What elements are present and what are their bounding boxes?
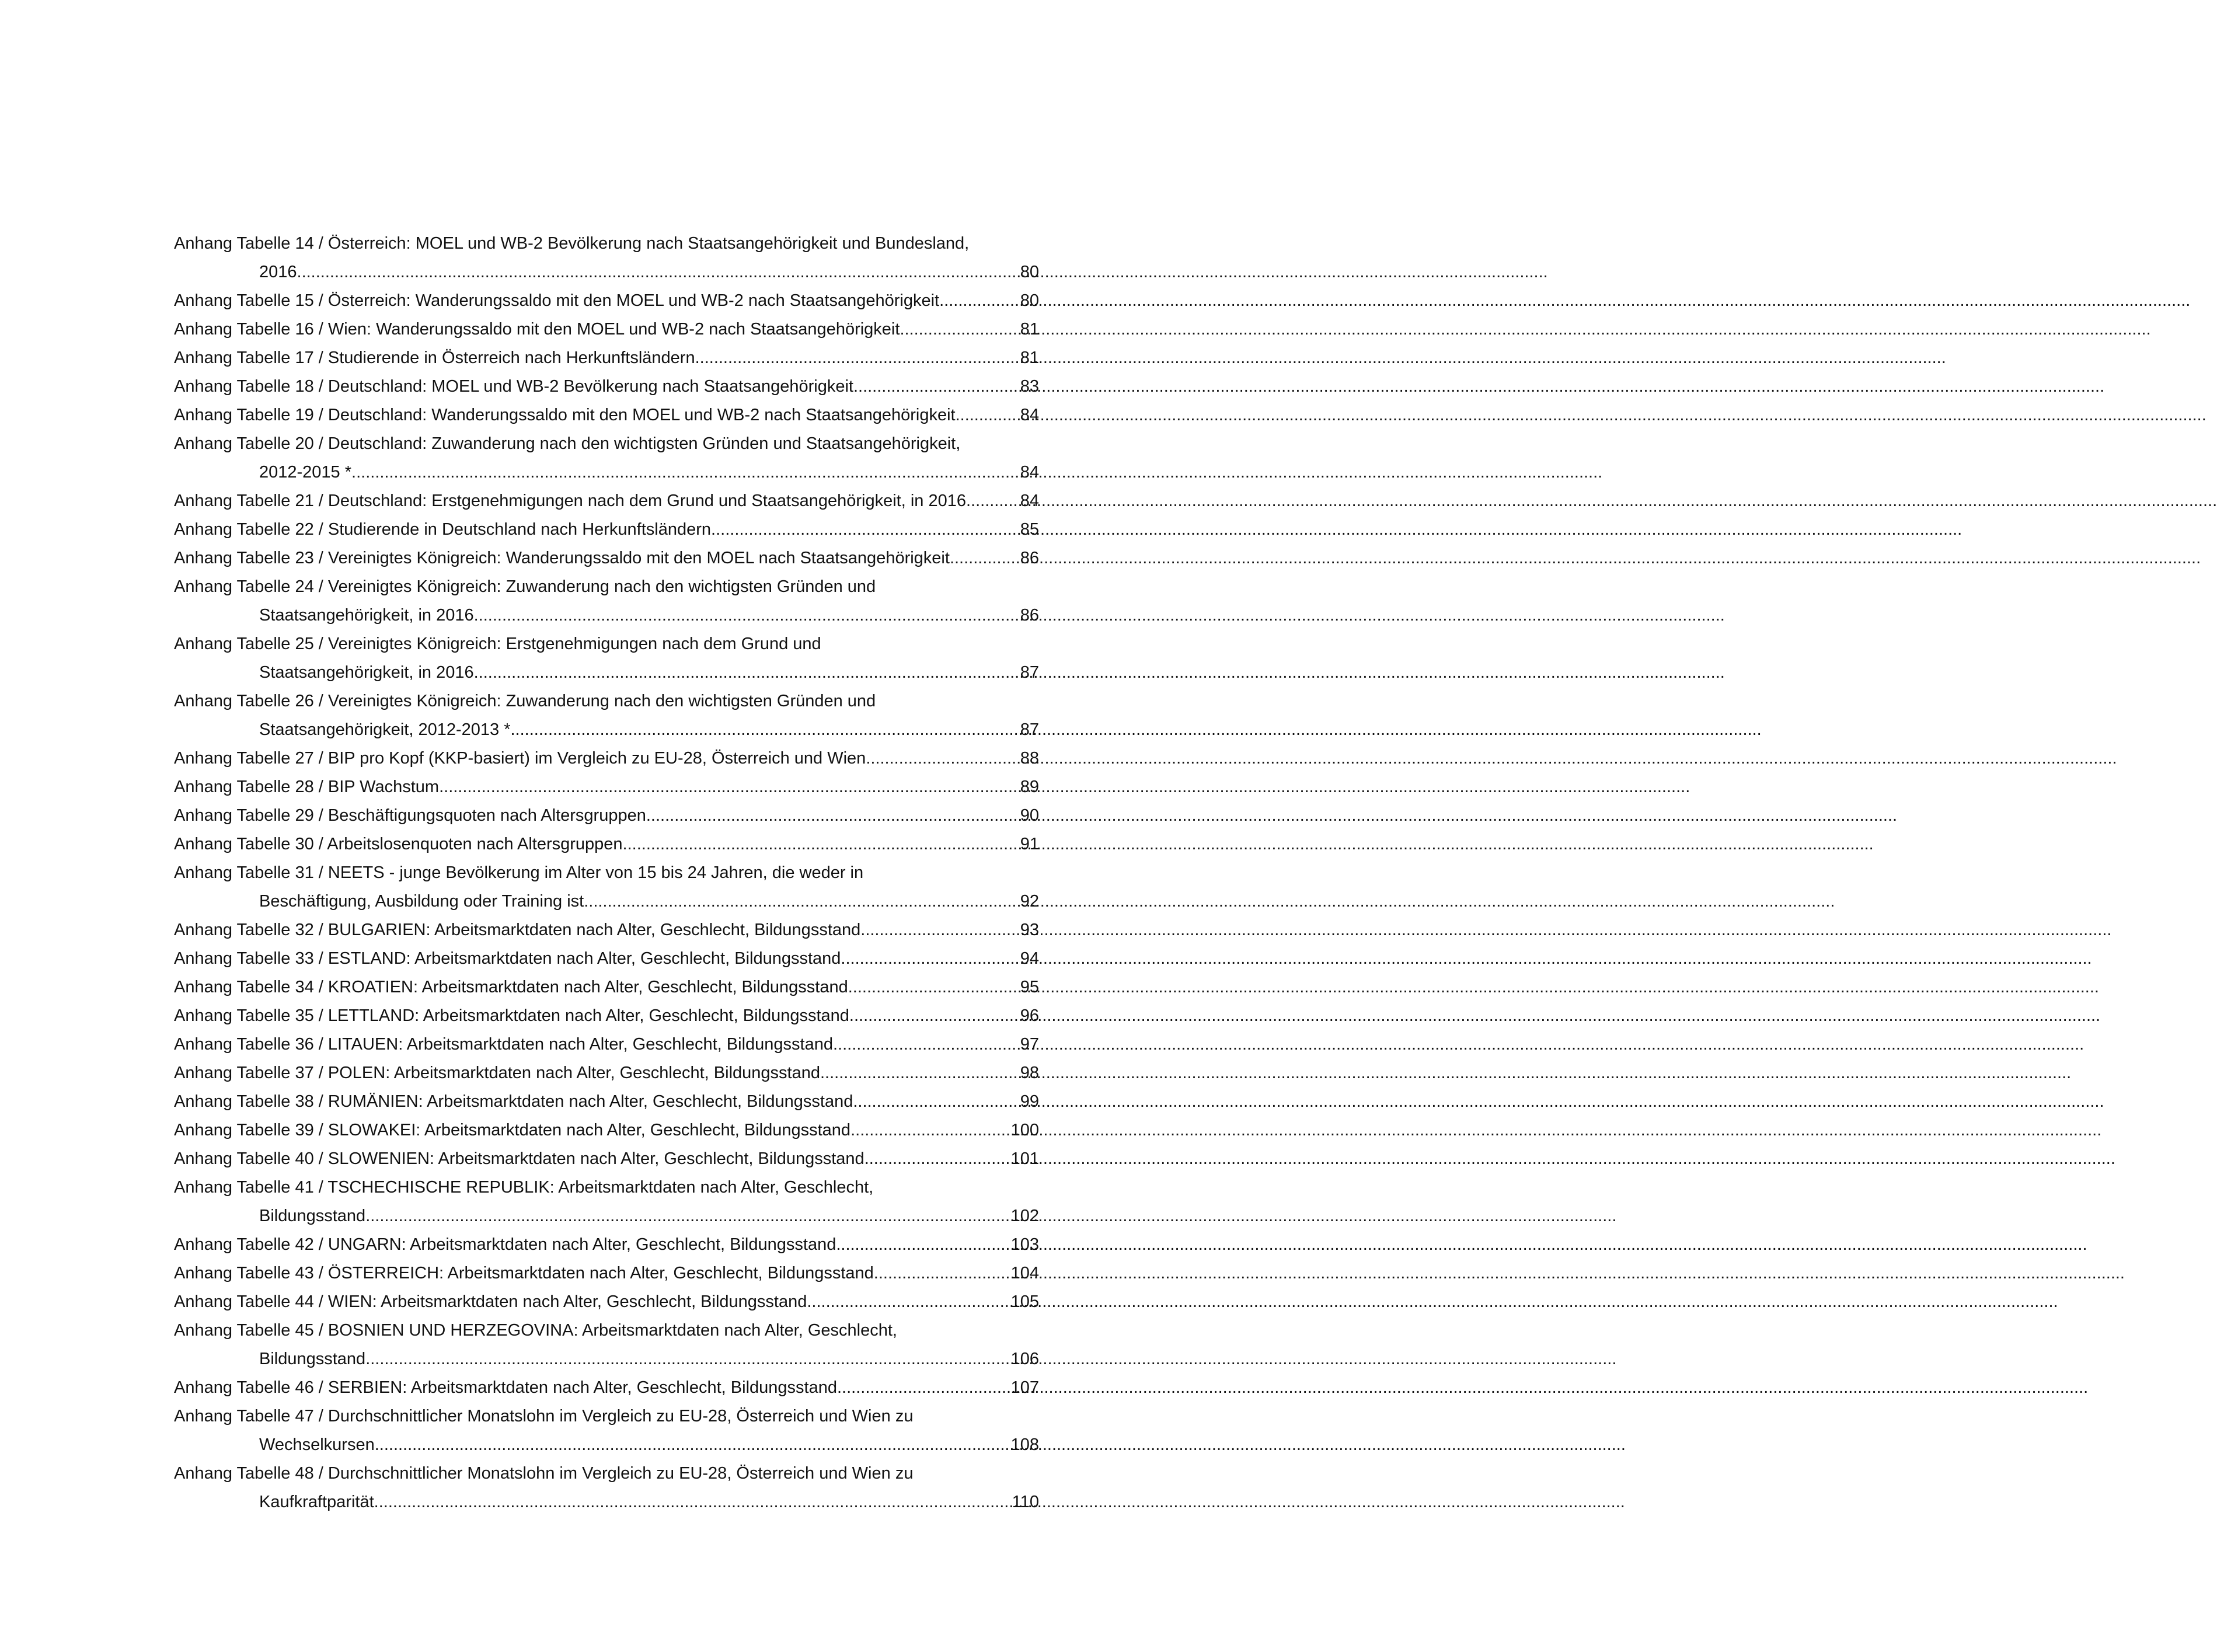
toc-entry[interactable]	[174, 487, 1039, 515]
dot-leader	[950, 544, 1020, 573]
dot-leader	[853, 372, 1020, 401]
toc-entry[interactable]	[174, 859, 1039, 916]
toc-entry[interactable]	[174, 1316, 1039, 1374]
toc-entry[interactable]	[174, 1231, 1039, 1259]
dot-leader	[874, 1259, 1011, 1288]
toc-entry-title: 2016	[259, 263, 297, 281]
toc-entry-title: Bildungsstand	[259, 1350, 366, 1368]
toc-entry-title: Anhang Tabelle 37 / POLEN: Arbeitsmarktdaten nach Alter, Geschlecht, Bildungsstand	[174, 1064, 820, 1082]
toc-entry-title: Anhang Tabelle 16 / Wien: Wanderungssaldo mit den MOEL und WB-2 nach Staatsangehörigkeit	[174, 320, 900, 339]
toc-entry[interactable]	[174, 430, 1039, 487]
dot-leader	[474, 658, 1020, 687]
dot-leader	[833, 1030, 1020, 1059]
toc-entry[interactable]	[174, 344, 1039, 372]
dot-leader	[695, 344, 1020, 372]
toc-entry[interactable]	[174, 1088, 1039, 1116]
toc-entry[interactable]	[174, 372, 1039, 401]
dot-leader	[510, 716, 1020, 744]
toc-entry-title: Anhang Tabelle 34 / KROATIEN: Arbeitsmarktdaten nach Alter, Geschlecht, Bildungsstand	[174, 978, 848, 996]
toc-page-number: 81	[1020, 320, 1039, 339]
dot-leader	[297, 258, 1020, 287]
table-of-contents	[174, 229, 1039, 1517]
toc-entry-title: Kaufkraftparität	[259, 1493, 374, 1511]
toc-page-number: 92	[1020, 892, 1039, 911]
toc-page-number: 81	[1020, 348, 1039, 367]
toc-entry-title: Anhang Tabelle 31 / NEETS - junge Bevölkerung im Alter von 15 bis 24 Jahren, die weder in	[174, 863, 864, 882]
dot-leader	[939, 287, 1020, 315]
toc-entry[interactable]	[174, 801, 1039, 830]
toc-entry-title: Anhang Tabelle 28 / BIP Wachstum	[174, 778, 440, 796]
toc-entry-title: Wechselkursen	[259, 1435, 375, 1454]
toc-page-number: 107	[1010, 1378, 1039, 1397]
toc-entry[interactable]	[174, 573, 1039, 630]
toc-page-number: 87	[1020, 720, 1039, 739]
toc-entry-title: 2012-2015 *	[259, 463, 352, 482]
toc-page-number: 99	[1020, 1092, 1039, 1111]
toc-entry-title: Anhang Tabelle 48 / Durchschnittlicher Monatslohn im Vergleich zu EU-28, Österreich und Wien zu	[174, 1464, 914, 1483]
toc-entry-title: Anhang Tabelle 25 / Vereinigtes Königreich: Erstgenehmigungen nach dem Grund und	[174, 635, 821, 653]
toc-page-number: 84	[1020, 492, 1039, 510]
dot-leader	[848, 973, 1020, 1002]
dot-leader	[365, 1202, 1010, 1231]
toc-entry-title: Anhang Tabelle 24 / Vereinigtes Königreich: Zuwanderung nach den wichtigsten Gründen und	[174, 577, 876, 596]
toc-entry-title: Anhang Tabelle 27 / BIP pro Kopf (KKP-basiert) im Vergleich zu EU-28, Österreich und Wien	[174, 749, 866, 768]
dot-leader	[474, 601, 1020, 630]
toc-entry[interactable]	[174, 1059, 1039, 1088]
toc-entry-title: Anhang Tabelle 32 / BULGARIEN: Arbeitsmarktdaten nach Alter, Geschlecht, Bildungsstand	[174, 921, 861, 939]
toc-entry[interactable]	[174, 1459, 1039, 1517]
toc-entry[interactable]	[174, 287, 1039, 315]
toc-entry-title: Anhang Tabelle 14 / Österreich: MOEL und WB-2 Bevölkerung nach Staatsangehörigkeit und Bundesland,	[174, 234, 970, 253]
toc-page-number: 87	[1020, 663, 1039, 682]
toc-entry-title: Anhang Tabelle 29 / Beschäftigungsquoten nach Altersgruppen	[174, 806, 646, 825]
toc-entry-title: Anhang Tabelle 41 / TSCHECHISCHE REPUBLIK: Arbeitsmarktdaten nach Alter, Geschlecht,	[174, 1178, 874, 1197]
dot-leader	[865, 1145, 1011, 1173]
toc-entry[interactable]	[174, 830, 1039, 859]
toc-entry-title: Anhang Tabelle 40 / SLOWENIEN: Arbeitsmarktdaten nach Alter, Geschlecht, Bildungsstand	[174, 1149, 865, 1168]
toc-entry-title: Anhang Tabelle 33 / ESTLAND: Arbeitsmarktdaten nach Alter, Geschlecht, Bildungsstand	[174, 949, 841, 968]
dot-leader	[374, 1488, 1012, 1517]
toc-entry[interactable]	[174, 973, 1039, 1002]
toc-entry-title: Anhang Tabelle 38 / RUMÄNIEN: Arbeitsmarktdaten nach Alter, Geschlecht, Bildungsstand	[174, 1092, 853, 1111]
toc-entry-title: Anhang Tabelle 39 / SLOWAKEI: Arbeitsmarktdaten nach Alter, Geschlecht, Bildungsstand	[174, 1121, 851, 1139]
dot-leader	[584, 887, 1020, 916]
toc-page-number: 84	[1020, 406, 1039, 424]
toc-page-number: 96	[1020, 1006, 1039, 1025]
dot-leader	[836, 1231, 1010, 1259]
dot-leader	[853, 1088, 1020, 1116]
toc-page-number: 93	[1020, 921, 1039, 939]
toc-entry-title: Anhang Tabelle 15 / Österreich: Wanderungssaldo mit den MOEL und WB-2 nach Staatsangehörigkeit	[174, 291, 940, 310]
toc-page-number: 98	[1020, 1064, 1039, 1082]
toc-entry-title: Anhang Tabelle 26 / Vereinigtes Königreich: Zuwanderung nach den wichtigsten Gründen und	[174, 692, 876, 710]
toc-entry[interactable]	[174, 229, 1039, 287]
toc-entry[interactable]	[174, 1002, 1039, 1030]
toc-entry[interactable]	[174, 1116, 1039, 1145]
toc-entry[interactable]	[174, 1173, 1039, 1231]
toc-page-number: 95	[1020, 978, 1039, 996]
toc-entry-title: Anhang Tabelle 47 / Durchschnittlicher Monatslohn im Vergleich zu EU-28, Österreich und Wien zu	[174, 1407, 914, 1426]
toc-entry-title: Anhang Tabelle 23 / Vereinigtes Königreich: Wanderungssaldo mit den MOEL nach Staatsangehörigkeit	[174, 549, 950, 567]
dot-leader	[807, 1288, 1010, 1316]
toc-entry[interactable]	[174, 1259, 1039, 1288]
toc-entry-title: Beschäftigung, Ausbildung oder Training ist	[259, 892, 584, 911]
toc-page-number: 83	[1020, 377, 1039, 396]
toc-entry-title: Anhang Tabelle 36 / LITAUEN: Arbeitsmarktdaten nach Alter, Geschlecht, Bildungsstand	[174, 1035, 833, 1054]
toc-page-number: 106	[1010, 1350, 1039, 1368]
toc-entry-title: Anhang Tabelle 43 / ÖSTERREICH: Arbeitsmarktdaten nach Alter, Geschlecht, Bildungsstand	[174, 1264, 874, 1282]
toc-page-number: 101	[1010, 1149, 1039, 1168]
toc-entry-title: Staatsangehörigkeit, 2012-2013 *	[259, 720, 511, 739]
toc-entry-title: Anhang Tabelle 19 / Deutschland: Wanderungssaldo mit den MOEL und WB-2 nach Staatsangehörigkeit	[174, 406, 956, 424]
dot-leader	[820, 1059, 1020, 1088]
toc-entry[interactable]	[174, 916, 1039, 945]
dot-leader	[900, 315, 1020, 344]
toc-page-number: 84	[1020, 463, 1039, 482]
dot-leader	[623, 830, 1020, 859]
toc-page-number: 80	[1020, 291, 1039, 310]
toc-entry[interactable]	[174, 1030, 1039, 1059]
toc-page-number: 86	[1020, 606, 1039, 625]
toc-entry-title: Anhang Tabelle 45 / BOSNIEN UND HERZEGOVINA: Arbeitsmarktdaten nach Alter, Geschlecht,	[174, 1321, 897, 1340]
toc-entry-title: Staatsangehörigkeit, in 2016	[259, 663, 474, 682]
toc-page-number: 103	[1010, 1235, 1039, 1254]
dot-leader	[850, 1116, 1011, 1145]
toc-entry-title: Anhang Tabelle 44 / WIEN: Arbeitsmarktdaten nach Alter, Geschlecht, Bildungsstand	[174, 1292, 807, 1311]
toc-entry-title: Anhang Tabelle 21 / Deutschland: Erstgenehmigungen nach dem Grund und Staatsangehörigkeit, in 2016	[174, 492, 966, 510]
toc-entry[interactable]	[174, 687, 1039, 744]
dot-leader	[439, 773, 1020, 801]
dot-leader	[375, 1431, 1011, 1459]
toc-entry[interactable]	[174, 1402, 1039, 1459]
toc-page-number: 85	[1020, 520, 1039, 539]
toc-entry-title: Anhang Tabelle 30 / Arbeitslosenquoten nach Altersgruppen	[174, 835, 623, 853]
dot-leader	[841, 945, 1020, 973]
dot-leader	[849, 1002, 1020, 1030]
toc-page-number: 100	[1010, 1121, 1039, 1139]
dot-leader	[711, 515, 1020, 544]
toc-entry-title: Bildungsstand	[259, 1207, 366, 1225]
toc-entry-title: Anhang Tabelle 46 / SERBIEN: Arbeitsmarktdaten nach Alter, Geschlecht, Bildungsstand	[174, 1378, 837, 1397]
toc-page-number: 88	[1020, 749, 1039, 768]
dot-leader	[956, 401, 1020, 430]
toc-entry-title: Anhang Tabelle 17 / Studierende in Österreich nach Herkunftsländern	[174, 348, 695, 367]
toc-page-number: 86	[1020, 549, 1039, 567]
toc-page-number: 110	[1012, 1493, 1039, 1511]
toc-page-number: 91	[1020, 835, 1039, 853]
toc-entry-title: Staatsangehörigkeit, in 2016	[259, 606, 474, 625]
dot-leader	[646, 801, 1020, 830]
toc-page-number: 89	[1020, 778, 1039, 796]
toc-entry[interactable]	[174, 515, 1039, 544]
toc-entry-title: Anhang Tabelle 42 / UNGARN: Arbeitsmarktdaten nach Alter, Geschlecht, Bildungsstand	[174, 1235, 836, 1254]
toc-entry[interactable]	[174, 544, 1039, 573]
toc-page-number: 105	[1010, 1292, 1039, 1311]
toc-page-number: 102	[1010, 1207, 1039, 1225]
toc-entry[interactable]	[174, 945, 1039, 973]
toc-entry[interactable]	[174, 401, 1039, 430]
toc-page-number: 80	[1020, 263, 1039, 281]
toc-page-number: 90	[1020, 806, 1039, 825]
toc-entry[interactable]	[174, 1288, 1039, 1316]
toc-page-number: 108	[1010, 1435, 1039, 1454]
toc-page-number: 104	[1010, 1264, 1039, 1282]
toc-entry-title: Anhang Tabelle 18 / Deutschland: MOEL und WB-2 Bevölkerung nach Staatsangehörigkeit	[174, 377, 853, 396]
dot-leader	[351, 458, 1020, 487]
dot-leader	[365, 1345, 1010, 1374]
toc-page-number: 97	[1020, 1035, 1039, 1054]
toc-entry-title: Anhang Tabelle 22 / Studierende in Deutschland nach Herkunftsländern	[174, 520, 712, 539]
toc-entry[interactable]	[174, 630, 1039, 687]
toc-entry[interactable]	[174, 744, 1039, 773]
toc-entry-title: Anhang Tabelle 35 / LETTLAND: Arbeitsmarktdaten nach Alter, Geschlecht, Bildungsstand	[174, 1006, 849, 1025]
toc-page-number: 94	[1020, 949, 1039, 968]
toc-entry[interactable]	[174, 315, 1039, 344]
dot-leader	[860, 916, 1020, 945]
toc-entry[interactable]	[174, 1145, 1039, 1173]
toc-entry-title: Anhang Tabelle 20 / Deutschland: Zuwanderung nach den wichtigsten Gründen und Staatsangehörigkeit,	[174, 434, 961, 453]
dot-leader	[866, 744, 1020, 773]
toc-entry[interactable]	[174, 773, 1039, 801]
dot-leader	[837, 1374, 1011, 1402]
dot-leader	[966, 487, 1020, 515]
toc-entry[interactable]	[174, 1374, 1039, 1402]
